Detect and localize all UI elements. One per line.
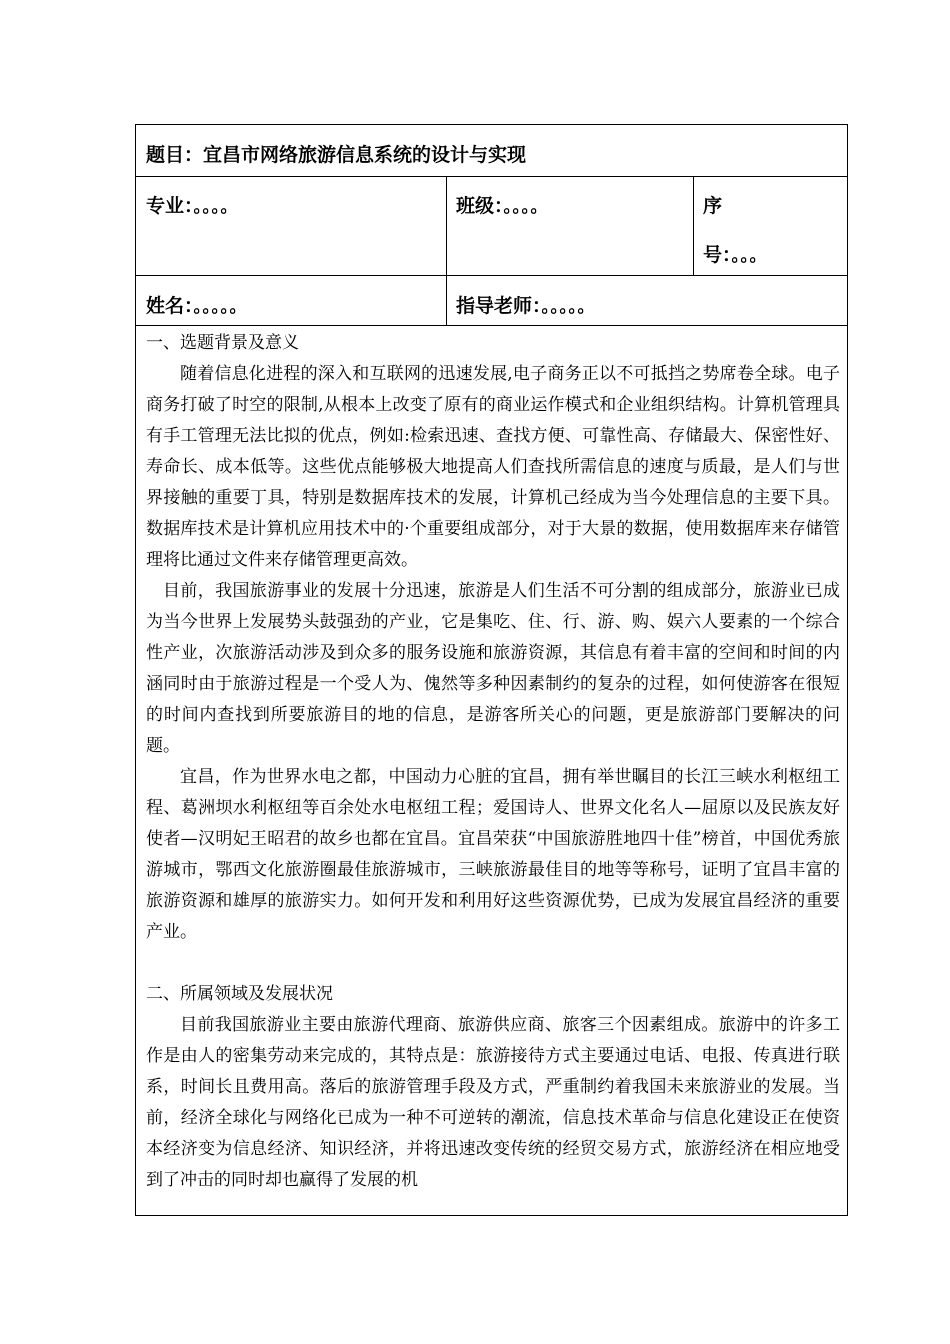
seq-value: 。。。 — [731, 246, 768, 266]
proposal-form — [135, 124, 848, 1216]
paragraph-background-2: 目前，我国旅游事业的发展十分迅速，旅游是人们生活不可分割的组成部分，旅游业已成为当今世界上发展势头鼓强劲的产业，它是集吃、住、行、游、购、娱六人要素的一个综合性产业，次旅游活动涉及到众多的服务设施和旅游资源，其信息有着丰富的空间和时间的内涵同时由于旅游过程是一个受人为、傀然等多种因素制约的复杂的过程，如何使游客在很短的时间内查找到所要旅游目的地的信息，是游客所关心的问题，更是旅游部门要解决的问题。 — [146, 581, 840, 756]
advisor-label: 指导老师： — [456, 295, 542, 317]
advisor-field — [456, 291, 595, 318]
class-label: 班级： — [456, 195, 504, 217]
class-field — [456, 191, 548, 218]
name-field — [146, 291, 247, 318]
column-divider-2 — [693, 176, 694, 275]
paragraph-spacer — [146, 948, 840, 979]
paragraph-background-1: 随着信息化进程的深入和互联网的迅速发展,电子商务正以不可抵挡之势席卷全球。电子商务打破了时空的限制,从根本上改变了原有的商业运作模式和企业组织结构。计算机管理具有手工管理无法比拟的优点，例如:检索迅速、查找方便、可靠性高、存储最大、保密性好、寿命长、成本低等。这些优点能够极大地提高人们查找所需信息的速度与质最，是人们与世界接触的重要丁具，特别是数据库技术的发展，计算机己经成为当今处理信息的主要下具。数据库技术是计算机应用技术中的·个重要组成部分，对于大景的数据，使用数据库来存储管理将比通过文件来存储管理更高效。 — [146, 364, 840, 570]
proposal-body — [146, 328, 840, 1196]
seq-label-line1: 序 — [703, 195, 723, 217]
row-divider-fields — [136, 275, 847, 276]
advisor-value: 。。。。。 — [541, 297, 596, 317]
major-field — [146, 191, 238, 218]
name-value: 。。。。。 — [193, 297, 248, 317]
class-value: 。。。。 — [503, 197, 549, 217]
section-heading-field: 二、所属领域及发展状况 — [146, 984, 333, 1004]
row-divider-title — [136, 176, 847, 177]
section-heading-background: 一、选题背景及意义 — [146, 333, 299, 353]
column-divider-1 — [446, 176, 447, 325]
major-label: 专业： — [146, 195, 194, 217]
page-title: 宜昌市网络旅游信息系统的设计与实现 — [203, 144, 527, 166]
seq-field — [703, 240, 767, 267]
title-row — [146, 140, 526, 167]
paragraph-field-1: 目前我国旅游业主要由旅游代理商、旅游供应商、旅客三个因素组成。旅游中的许多工作是由人的密集劳动来完成的，其特点是：旅游接待方式主要通过电话、电报、传真进行联系，时间长且费用高。落后的旅游管理手段及方式，严重制约着我国未来旅游业的发展。当前，经济全球化与网络化已成为一种不可逆转的潮流，信息技术革命与信息化建设正在使资本经济变为信息经济、知识经济，并将迅速改变传统的经贸交易方式，旅游经济在相应地受到了冲击的同时却也赢得了发展的机 — [146, 1015, 840, 1190]
seq-label-line2: 号： — [703, 244, 732, 266]
paragraph-background-3: 宜昌，作为世界水电之都，中国动力心脏的宜昌，拥有举世瞩目的长江三峡水利枢纽工程、葛洲坝水利枢纽等百余处水电枢纽工程；爱国诗人、世界文化名人—屈原以及民族友好使者—汉明妃王昭君的故乡也都在宜昌。宜昌荣获“中国旅游胜地四十佳”榜首，中国优秀旅游城市，鄂西文化旅游圈最佳旅游城市，三峡旅游最佳目的地等等称号，证明了宜昌丰富的旅游资源和雄厚的旅游实力。如何开发和利用好这些资源优势，已成为发展宜昌经济的重要产业。 — [146, 767, 840, 942]
major-value: 。。。。 — [193, 197, 239, 217]
title-label: 题目： — [146, 144, 204, 166]
name-label: 姓名： — [146, 295, 194, 317]
row-divider-names — [136, 325, 847, 326]
